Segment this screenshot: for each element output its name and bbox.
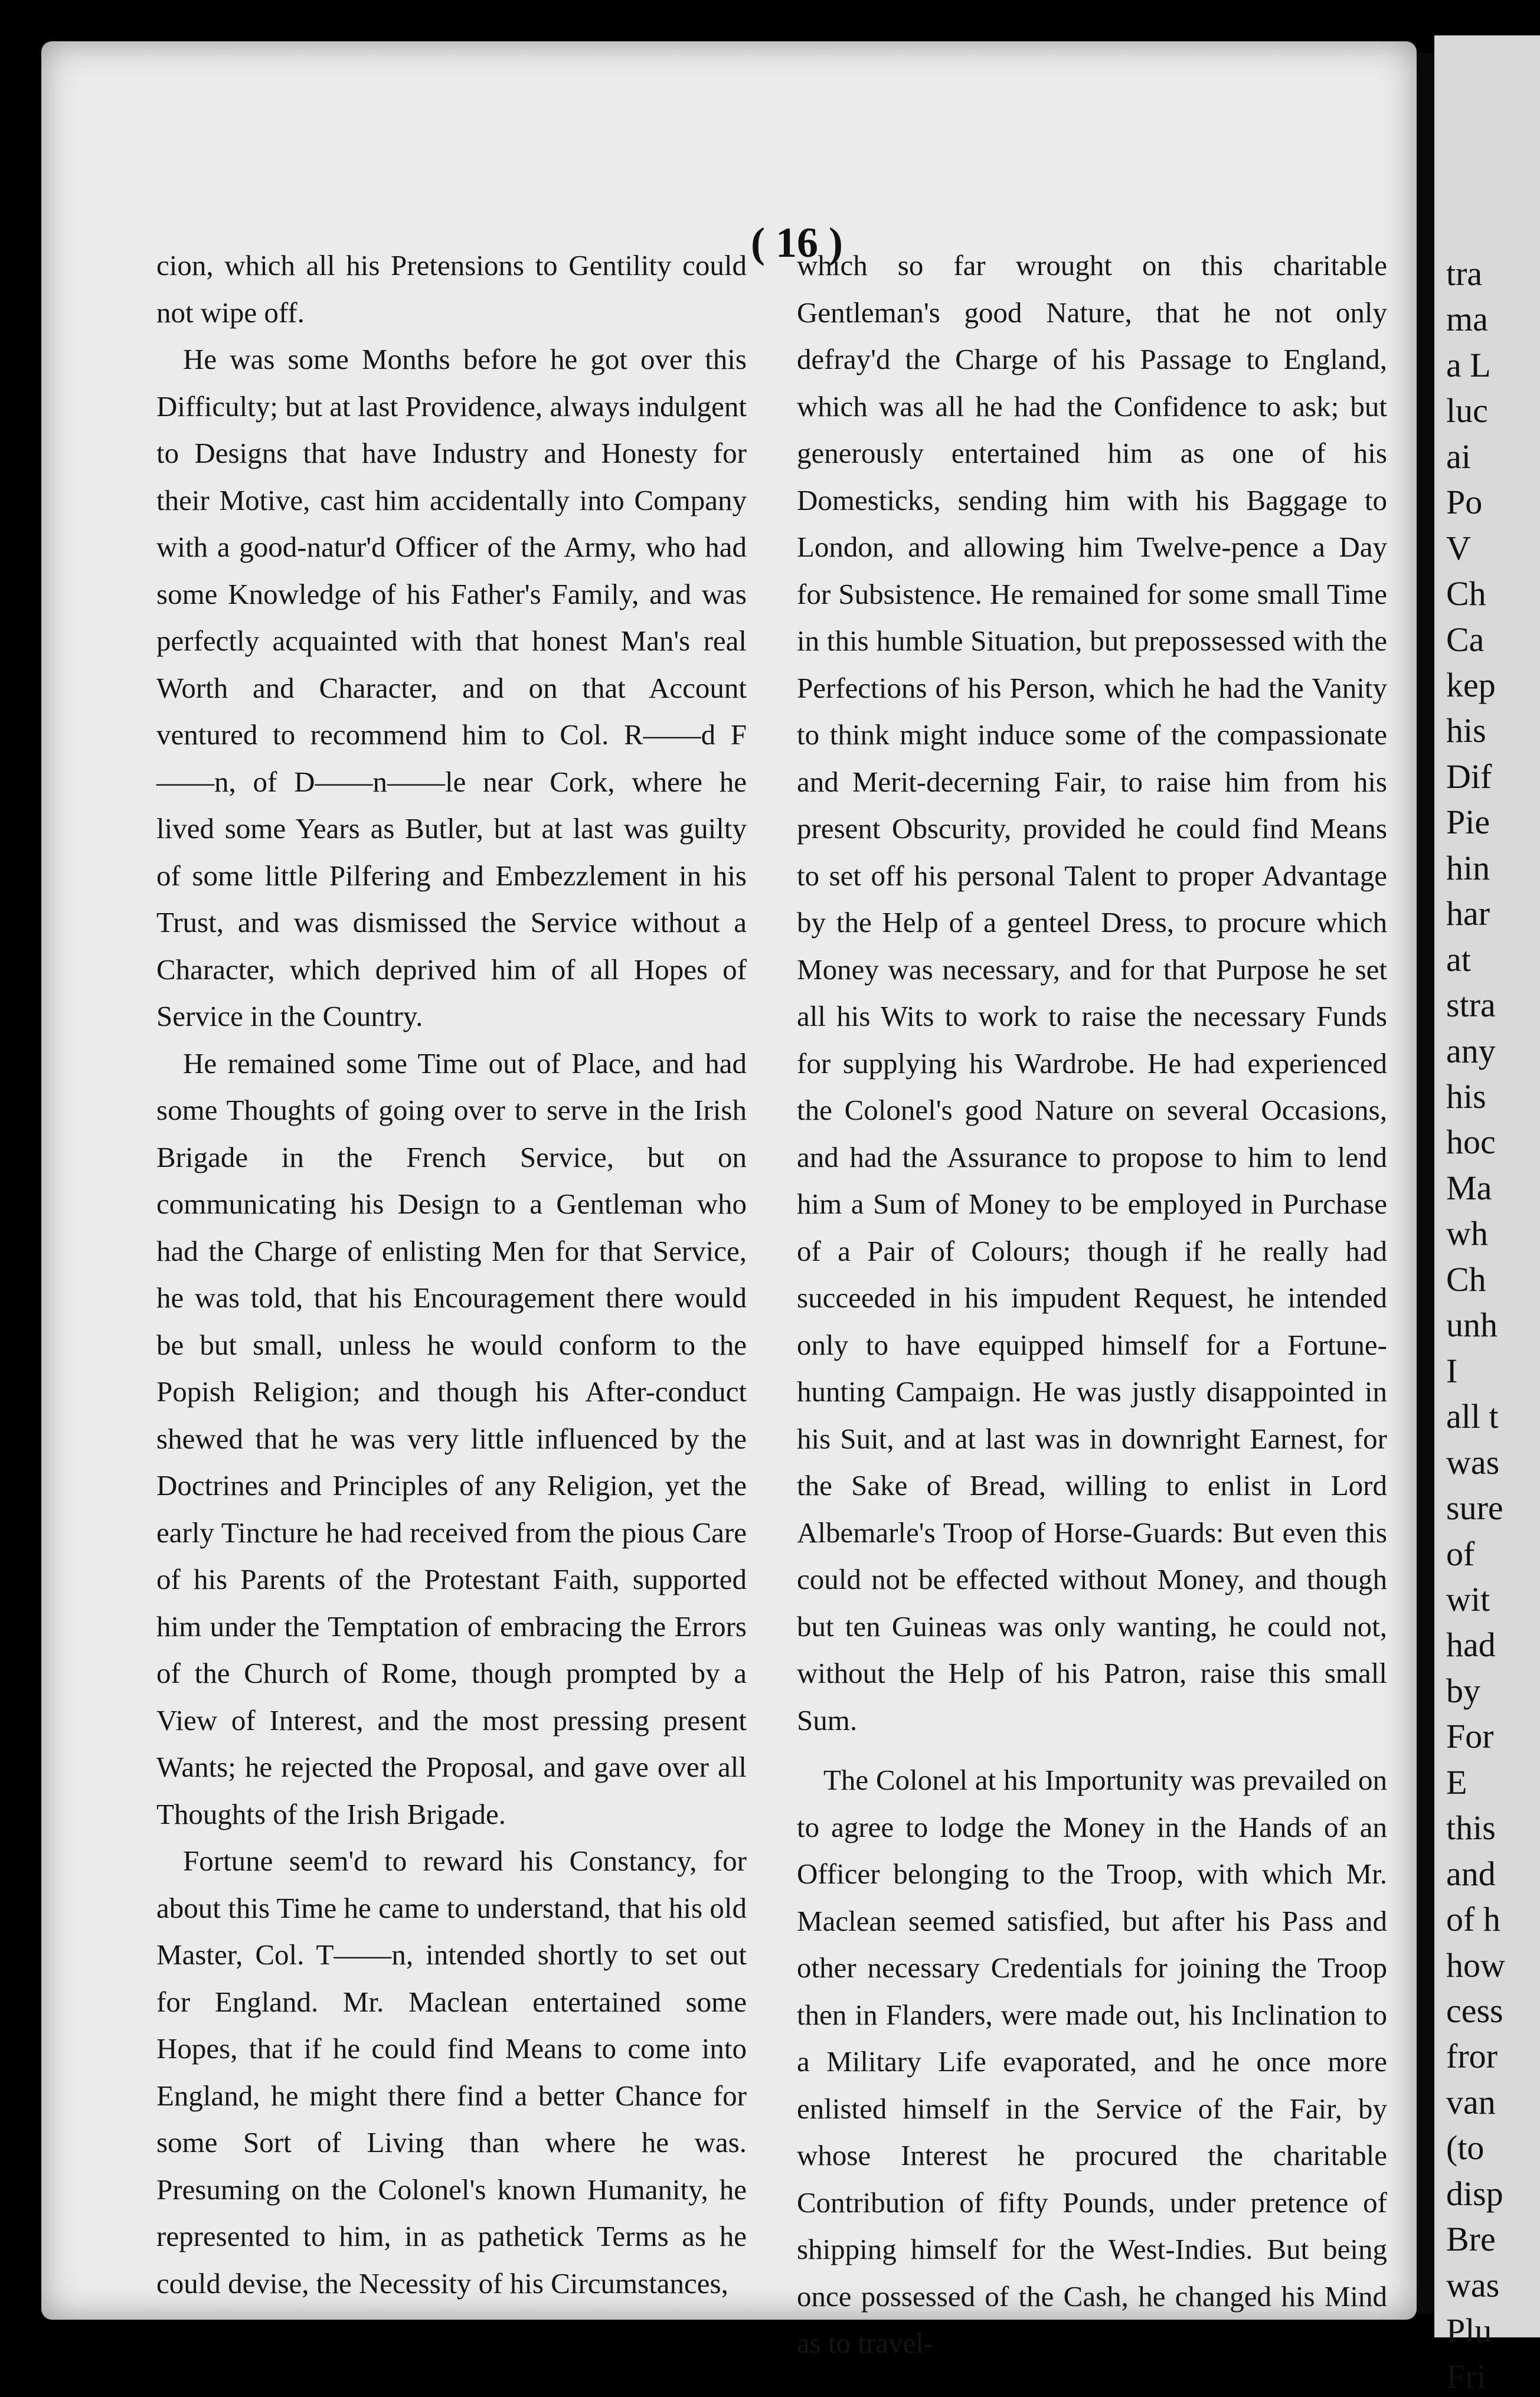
adjacent-page-fragment: Pie [1446, 803, 1490, 842]
adjacent-page-fragment: of [1446, 1534, 1475, 1573]
left-paragraph-2: He was some Months before he got over this Difficulty; but at last Providence, always indulgent to Designs that have Industry and Honesty for their Motive, cast him accidentally into Company with a good-natur'd Officer of the Army, who had some Knowledge of his Father's Family, and was perfectly acquainted with that honest Man's real Worth and Character, and on that Account ventured to recommend him to Col. R——d F——n, of D——n——le near Cork, where he lived some Years as Butler, but at last was guilty of some little Pilfering and Embezzlement in his Trust, and was dismissed the Service without a Character, which deprived him of all Hopes of Service in the Country. [156, 343, 747, 1032]
adjacent-page-fragment: har [1446, 894, 1490, 933]
adjacent-page-fragment: hoc [1446, 1123, 1496, 1162]
adjacent-page-fragment: hin [1446, 848, 1490, 887]
adjacent-page-fragment: E [1446, 1762, 1467, 1801]
adjacent-page-fragment: wh [1446, 1214, 1488, 1253]
adjacent-page-fragment: disp [1446, 2174, 1503, 2213]
adjacent-page-fragment: Ch [1446, 1260, 1486, 1299]
adjacent-page-fragment: a L [1446, 345, 1491, 384]
adjacent-page-fragment: (to [1446, 2128, 1485, 2167]
adjacent-page-fragment: luc [1446, 391, 1488, 430]
left-column [156, 242, 747, 2300]
adjacent-page-fragment: was [1446, 2265, 1500, 2304]
adjacent-page-fragment: Bre [1446, 2220, 1496, 2259]
left-paragraph-1: cion, which all his Pretensions to Gentility could not wipe off. [156, 249, 747, 329]
adjacent-page-fragment: at [1446, 940, 1471, 979]
adjacent-page-fragment: tra [1446, 254, 1483, 293]
adjacent-page-fragment: his [1446, 1077, 1486, 1116]
adjacent-page-fragment: ma [1446, 300, 1488, 339]
book-gutter [1417, 53, 1434, 2314]
right-paragraph-1: which so far wrought on this charitable Gentleman's good Nature, that he not only defray'd the Charge of his Passage to England, which was all he had the Confidence to ask; but generously entertained him as one of his Domesticks, sending him with his Baggage to London, and allowing him Twelve-pence a Day for Subsistence. He remained for some small Time in this humble Situation, but prepossessed with the Perfections of his Person, which he had the Vanity to think might induce some of the compassionate and Merit-decerning Fair, to raise him from his present Obscurity, provided he could find Means to set off his personal Talent to proper Advantage by the Help of a genteel Dress, to procure which Money was necessary, and for that Purpose he set all his Wits to work to raise the necessary Funds for supplying his Wardrobe. He had experienced the Colonel's good Nature on several Occasions, and had the Assurance to propose to him to lend him a Sum of Money to be employed in Purchase of a Pair of Colours; though if he really had succeeded in his impudent Request, he intended only to have equipped himself for a Fortune-hunting Campaign. He was justly disappointed in his Suit, and at last was in downright Earnest, for the Sake of Bread, willing to enlist in Lord Albemarle's Troop of Horse-Guards: But even this could not be effected without Money, and though but ten Guineas was only wanting, he could not, without the Help of his Patron, raise this small Sum. [797, 249, 1387, 1737]
adjacent-page-fragment: Ca [1446, 620, 1485, 659]
adjacent-page-fragment: For [1446, 1717, 1494, 1756]
adjacent-page-fragment: Ma [1446, 1168, 1492, 1207]
adjacent-page-fragment: Ch [1446, 574, 1486, 613]
adjacent-page-fragment: Po [1446, 483, 1483, 522]
adjacent-page-fragment: Plu [1446, 2311, 1492, 2350]
adjacent-page-fragment: was [1446, 1443, 1500, 1482]
adjacent-page-fragment: and [1446, 1854, 1496, 1893]
adjacent-page-fragment: any [1446, 1031, 1496, 1070]
adjacent-page-fragment: his [1446, 711, 1486, 750]
adjacent-page-fragment: fror [1446, 2037, 1498, 2076]
right-column [797, 242, 1387, 2359]
adjacent-page-fragment: how [1446, 1945, 1505, 1984]
adjacent-page-fragment: Dif [1446, 757, 1492, 796]
adjacent-page-edge [1434, 35, 1540, 2396]
adjacent-page-fragment: I [1446, 1351, 1458, 1390]
left-paragraph-4: Fortune seem'd to reward his Constancy, for about this Time he came to understand, that his old Master, Col. T——n, intended shortly to set out for England. Mr. Maclean entertained some Hopes, that if he could find Means to come into England, he might there find a better Chance for some Sort of Living than where he was. Presuming on the Colonel's known Humanity, he represented to him, in as pathetick Terms as he could devise, the Necessity of his Circumstances, [156, 1845, 747, 2300]
adjacent-page-fragment: V [1446, 528, 1471, 567]
adjacent-page-fragment: by [1446, 1671, 1480, 1710]
adjacent-page-fragment: kep [1446, 666, 1496, 705]
adjacent-page-fragment: wit [1446, 1580, 1490, 1618]
adjacent-page-fragment: Fri [1446, 2357, 1486, 2396]
adjacent-page-fragment: van [1446, 2082, 1496, 2121]
left-paragraph-3: He remained some Time out of Place, and had some Thoughts of going over to serve in the Irish Brigade in the French Service, but on communicating his Design to a Gentleman who had the Charge of enlisting Men for that Service, he was told, that his Encouragement there would be but small, unless he would conform to the Popish Religion; and though his After-conduct shewed that he was very little influenced by the Doctrines and Principles of any Religion, yet the early Tincture he had received from the pious Care of his Parents of the Protestant Faith, supported him under the Temptation of embracing the Errors of the Church of Rome, though prompted by a View of Interest, and the most pressing present Wants; he rejected the Proposal, and gave over all Thoughts of the Irish Brigade. [156, 1047, 747, 1830]
adjacent-page-fragment: had [1446, 1626, 1496, 1665]
right-paragraph-2: The Colonel at his Importunity was prevailed on to agree to lodge the Money in the Hands of an Officer belonging to the Troop, with which Mr. Maclean seemed satisfied, but after his Pass and other necessary Credentials for joining the Troop then in Flanders, were made out, his Inclination to a Military Life evaporated, and he once more enlisted himself in the Service of the Fair, by whose Interest he procured the charitable Contribution of fifty Pounds, under pretence of shipping himself for the West-Indies. But being once possessed of the Cash, he changed his Mind as to travel- [797, 1764, 1387, 2359]
adjacent-page-fragment: ai [1446, 437, 1471, 476]
adjacent-page-fragment: cess [1446, 1991, 1503, 2030]
adjacent-page-fragment: sure [1446, 1489, 1503, 1528]
page-number: ( 16 ) [751, 219, 843, 266]
adjacent-page-fragment: this [1446, 1809, 1496, 1847]
adjacent-page-fragment: stra [1446, 986, 1496, 1025]
adjacent-page-fragment: all t [1446, 1397, 1499, 1436]
adjacent-page-fragment: unh [1446, 1306, 1498, 1345]
adjacent-page-fragment: of h [1446, 1900, 1500, 1939]
